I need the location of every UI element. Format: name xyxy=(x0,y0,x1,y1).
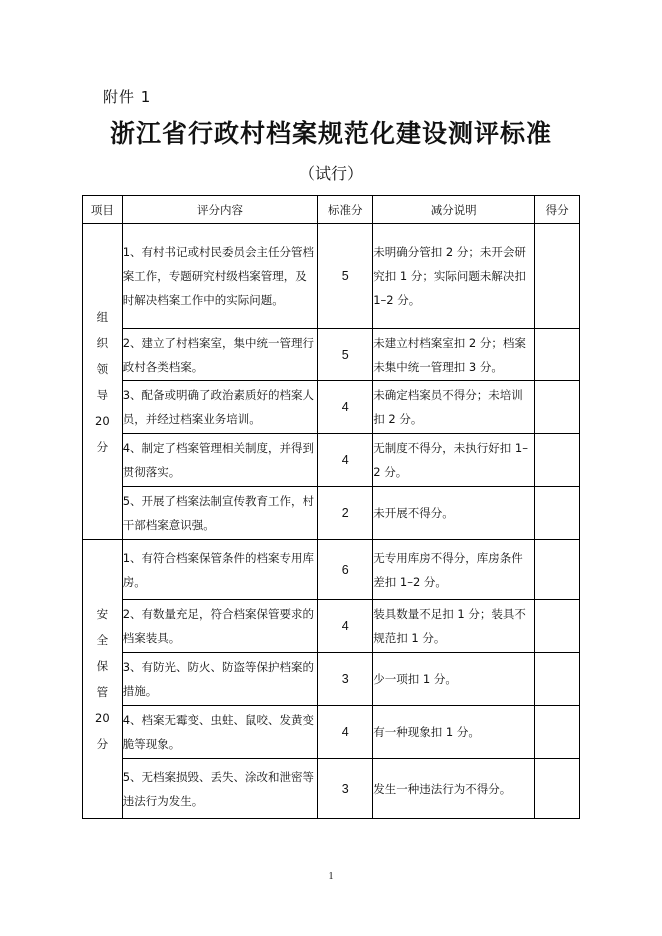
row-score-cell[interactable] xyxy=(535,329,580,381)
row-score-cell[interactable] xyxy=(535,540,580,600)
row-deduction: 少一项扣 1 分。 xyxy=(373,653,535,706)
table-row xyxy=(83,487,580,540)
table-row xyxy=(83,706,580,759)
row-content: 5、开展了档案法制宣传教育工作，村干部档案意识强。 xyxy=(122,487,318,540)
row-content: 5、无档案损毁、丢失、涂改和泄密等违法行为发生。 xyxy=(122,759,318,819)
table-row xyxy=(83,224,580,329)
row-deduction: 未明确分管扣 2 分；未开会研究扣 1 分；实际问题未解决扣 1–2 分。 xyxy=(373,224,535,329)
row-score-cell[interactable] xyxy=(535,600,580,653)
document-subtitle: （试行） xyxy=(298,164,363,183)
table-row xyxy=(83,329,580,381)
row-standard-score: 2 xyxy=(318,487,373,540)
row-standard-score: 5 xyxy=(318,224,373,329)
table-row xyxy=(83,600,580,653)
row-standard-score: 5 xyxy=(318,329,373,381)
row-deduction: 无专用库房不得分，库房条件差扣 1–2 分。 xyxy=(373,540,535,600)
page-number: 1 xyxy=(328,871,334,882)
row-score-cell[interactable] xyxy=(535,706,580,759)
row-content: 3、有防光、防火、防盗等保护档案的措施。 xyxy=(122,653,318,706)
row-score-cell[interactable] xyxy=(535,759,580,819)
header-content: 评分内容 xyxy=(122,196,318,224)
row-content: 4、档案无霉变、虫蛀、鼠咬、发黄变脆等现象。 xyxy=(122,706,318,759)
table-row xyxy=(83,759,580,819)
annex-label: 附件 1 xyxy=(103,88,152,106)
row-score-cell[interactable] xyxy=(535,381,580,434)
row-score-cell[interactable] xyxy=(535,487,580,540)
evaluation-table xyxy=(82,195,580,819)
row-score-cell[interactable] xyxy=(535,434,580,487)
row-deduction: 有一种现象扣 1 分。 xyxy=(373,706,535,759)
header-score: 得分 xyxy=(535,196,580,224)
table-row xyxy=(83,540,580,600)
row-deduction: 无制度不得分，未执行好扣 1–2 分。 xyxy=(373,434,535,487)
row-standard-score: 4 xyxy=(318,600,373,653)
category-safe-custody: 安 全 保 管 20 分 xyxy=(83,540,123,819)
row-standard-score: 4 xyxy=(318,381,373,434)
row-standard-score: 6 xyxy=(318,540,373,600)
table-header-row xyxy=(83,196,580,224)
row-score-cell[interactable] xyxy=(535,224,580,329)
table-row xyxy=(83,653,580,706)
header-item: 项目 xyxy=(83,196,123,224)
table-row xyxy=(83,381,580,434)
header-deduction: 减分说明 xyxy=(373,196,535,224)
row-standard-score: 4 xyxy=(318,706,373,759)
row-deduction: 未建立村档案室扣 2 分；档案未集中统一管理扣 3 分。 xyxy=(373,329,535,381)
document-title: 浙江省行政村档案规范化建设测评标准 xyxy=(109,119,552,148)
row-deduction: 发生一种违法行为不得分。 xyxy=(373,759,535,819)
row-content: 2、有数量充足，符合档案保管要求的档案装具。 xyxy=(122,600,318,653)
row-score-cell[interactable] xyxy=(535,653,580,706)
row-content: 4、制定了档案管理相关制度，并得到贯彻落实。 xyxy=(122,434,318,487)
row-content: 2、建立了村档案室，集中统一管理行政村各类档案。 xyxy=(122,329,318,381)
header-standard-score: 标准分 xyxy=(318,196,373,224)
table-row xyxy=(83,434,580,487)
row-standard-score: 3 xyxy=(318,759,373,819)
row-content: 3、配备或明确了政治素质好的档案人员，并经过档案业务培训。 xyxy=(122,381,318,434)
row-content: 1、有符合档案保管条件的档案专用库房。 xyxy=(122,540,318,600)
row-content: 1、有村书记或村民委员会主任分管档案工作，专题研究村级档案管理，及时解决档案工作中的实际问题。 xyxy=(122,224,318,329)
row-deduction: 未确定档案员不得分；未培训扣 2 分。 xyxy=(373,381,535,434)
row-standard-score: 3 xyxy=(318,653,373,706)
category-organization: 组 织 领 导 20 分 xyxy=(83,224,123,540)
row-standard-score: 4 xyxy=(318,434,373,487)
row-deduction: 装具数量不足扣 1 分；装具不规范扣 1 分。 xyxy=(373,600,535,653)
row-deduction: 未开展不得分。 xyxy=(373,487,535,540)
